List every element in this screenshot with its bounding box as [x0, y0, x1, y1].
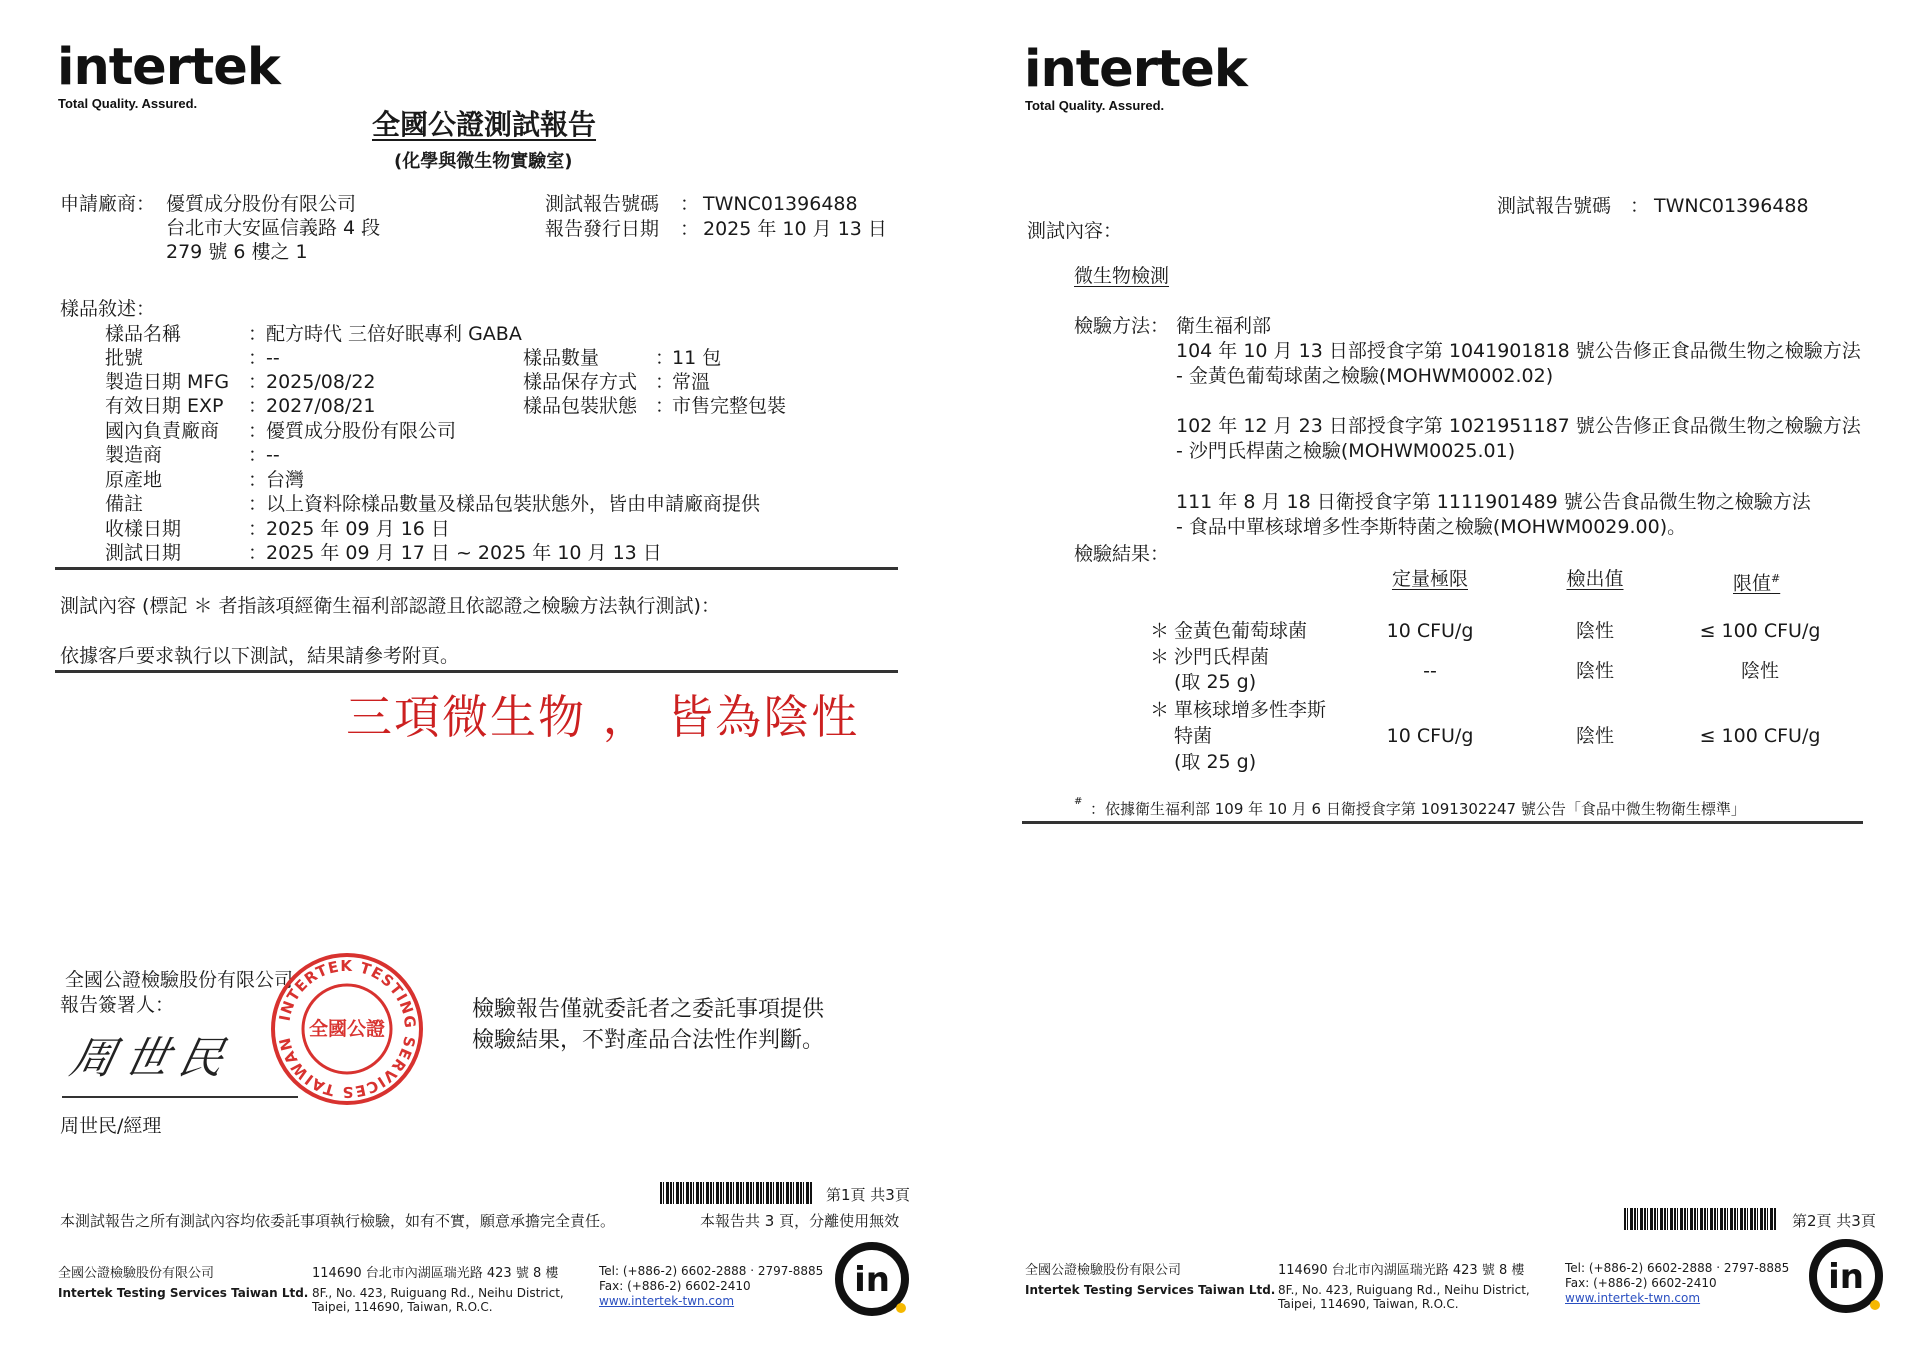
colon: ：	[248, 371, 268, 393]
field-label: 批號	[105, 347, 144, 369]
disclaimer-line-2: 檢驗結果，不對產品合法性作判斷。	[472, 1028, 825, 1053]
divider	[55, 567, 898, 570]
field-label: 備註	[105, 493, 144, 515]
field-label: 樣品保存方式	[523, 371, 638, 393]
result-value: 陰性	[1575, 620, 1614, 642]
footer-address-en-1: 8F., No. 423, Ruiguang Rd., Neihu District,	[312, 1286, 564, 1300]
footer-website-link[interactable]: www.intertek-twn.com	[1565, 1291, 1701, 1305]
divider	[55, 670, 898, 673]
field-value: 配方時代 三倍好眠專利 GABA	[266, 323, 522, 345]
field-value: --	[266, 347, 280, 369]
loq-value: 10 CFU/g	[1386, 725, 1474, 747]
footer-fax: Fax: (+886-2) 6602-2410	[1565, 1276, 1717, 1290]
field-label: 有效日期 EXP	[105, 395, 224, 417]
field-value: 2025 年 09 月 16 日	[266, 518, 450, 540]
loq-value: 10 CFU/g	[1386, 620, 1474, 642]
applicant-line-1: 優質成分股份有限公司	[166, 193, 357, 215]
footer-address-en-2: Taipei, 114690, Taiwan, R.O.C.	[312, 1300, 493, 1314]
organism-name: (取 25 g)	[1174, 751, 1257, 773]
organism-name: 沙門氏桿菌	[1174, 646, 1270, 668]
field-value: 2025/08/22	[266, 371, 376, 393]
company-sign: 全國公證檢驗股份有限公司	[65, 969, 294, 991]
colon: ：	[248, 444, 268, 466]
colon: ：	[680, 218, 700, 240]
result-value: 陰性	[1575, 660, 1614, 682]
official-stamp	[270, 952, 424, 1106]
field-label: 製造商	[105, 444, 163, 466]
field-label: 原產地	[105, 469, 163, 491]
method-label: 檢驗方法：	[1074, 315, 1170, 337]
signature: 周世民	[65, 1033, 239, 1084]
field-value: 11 包	[672, 347, 722, 369]
colon: ：	[248, 518, 268, 540]
colon: ：	[248, 347, 268, 369]
colon: ：	[248, 395, 268, 417]
report-no: TWNC01396488	[1654, 195, 1809, 217]
footnote-mark: #	[1074, 796, 1083, 807]
field-value: 2025 年 09 月 17 日 ~ 2025 年 10 月 13 日	[266, 542, 662, 564]
limit-value: ≤ 100 CFU/g	[1699, 620, 1821, 642]
intertek-logo: intertek	[1024, 40, 1247, 99]
issue-date-label: 報告發行日期	[545, 218, 660, 240]
intertek-badge-icon	[833, 1240, 911, 1318]
field-value: 常溫	[672, 371, 711, 393]
colon: ：	[680, 193, 700, 215]
test-content-label: 測試內容：	[1027, 220, 1123, 242]
report-no-label: 測試報告號碼	[1497, 195, 1612, 217]
footer-address-en-2: Taipei, 114690, Taiwan, R.O.C.	[1278, 1297, 1459, 1311]
field-value: 優質成分股份有限公司	[266, 420, 457, 442]
signer-name: 周世民/經理	[60, 1115, 162, 1137]
mark: ＊	[1150, 646, 1170, 668]
footer-address-zh: 114690 台北市內湖區瑞光路 423 號 8 樓	[312, 1266, 559, 1281]
footer-address-en-1: 8F., No. 423, Ruiguang Rd., Neihu District,	[1278, 1283, 1530, 1297]
loq-value: --	[1423, 660, 1437, 682]
limit-value: 陰性	[1740, 660, 1779, 682]
report-subtitle: (化學與微生物實驗室)	[394, 151, 573, 172]
svg-text:INTERTEK TESTING SERVICES TAIW: INTERTEK TESTING SERVICES TAIWAN	[275, 956, 420, 1102]
logo-tagline: Total Quality. Assured.	[1025, 98, 1165, 113]
organism-name: (取 25 g)	[1174, 671, 1257, 693]
organism-name: 金黃色葡萄球菌	[1174, 620, 1308, 642]
mark: ＊	[1150, 620, 1170, 642]
applicant-line-3: 279 號 6 樓之 1	[166, 241, 308, 263]
page-number: 第2頁 共3頁	[1792, 1212, 1876, 1230]
page-number: 第1頁 共3頁	[826, 1186, 910, 1204]
test-content-note: 測試內容 (標記 ＊ 者指該項經衛生福利部認證且依認證之檢驗方法執行測試)：	[60, 595, 720, 617]
colon: ：	[248, 493, 268, 515]
field-label: 樣品包裝狀態	[523, 395, 638, 417]
barcode	[660, 1182, 812, 1204]
svg-text:全國公證: 全國公證	[308, 1018, 386, 1040]
signature-line	[62, 1096, 298, 1098]
method-line: - 食品中單核球增多性李斯特菌之檢驗(MOHWM0029.00)。	[1176, 516, 1687, 538]
colon: ：	[248, 323, 268, 345]
field-value: 台灣	[266, 469, 305, 491]
footnote: ：依據衛生福利部 109 年 10 月 6 日衛授食字第 1091302247 號公告「食品中微生物衛生標準」	[1090, 800, 1746, 818]
field-value: 2027/08/21	[266, 395, 376, 417]
field-label: 收樣日期	[105, 518, 182, 540]
colon: ：	[655, 371, 675, 393]
field-label: 測試日期	[105, 542, 182, 564]
method-line: 111 年 8 月 18 日衛授食字第 1111901489 號公告食品微生物之檢驗方法	[1176, 491, 1811, 513]
footer-pages: 本報告共 3 頁，分離使用無效	[700, 1212, 900, 1230]
mark: ＊	[1150, 699, 1170, 721]
field-label: 製造日期 MFG	[105, 371, 230, 393]
footer-note: 本測試報告之所有測試內容均依委託事項執行檢驗，如有不實，願意承擔完全責任。	[60, 1212, 616, 1230]
field-value: 以上資料除樣品數量及樣品包裝狀態外，皆由申請廠商提供	[266, 493, 761, 515]
footer-address-zh: 114690 台北市內湖區瑞光路 423 號 8 樓	[1278, 1263, 1525, 1278]
footer-company-zh: 全國公證檢驗股份有限公司	[1025, 1263, 1182, 1278]
field-label: 國內負責廠商	[105, 420, 220, 442]
field-label: 樣品名稱	[105, 323, 182, 345]
method-line: 104 年 10 月 13 日部授食字第 1041901818 號公告修正食品微生物之檢驗方法	[1176, 340, 1861, 362]
disclaimer-line-1: 檢驗報告僅就委託者之委託事項提供	[472, 997, 825, 1022]
column-header-loq: 定量極限	[1391, 568, 1468, 590]
intertek-badge-icon	[1807, 1237, 1885, 1315]
applicant-line-2: 台北市大安區信義路 4 段	[166, 217, 381, 239]
colon: ：	[248, 420, 268, 442]
column-header-result: 檢出值	[1566, 568, 1624, 590]
column-header-limit: 限值#	[1733, 572, 1781, 595]
organism-name: 單核球增多性李斯	[1174, 699, 1327, 721]
colon: ：	[655, 347, 675, 369]
result-label: 檢驗結果：	[1074, 543, 1170, 565]
footer-tel: Tel: (+886-2) 6602-2888 ‧ 2797-8885	[1565, 1261, 1790, 1275]
intertek-logo: intertek	[57, 38, 280, 97]
footer-company-en: Intertek Testing Services Taiwan Ltd.	[58, 1286, 309, 1300]
report-title: 全國公證測試報告	[372, 108, 597, 141]
result-value: 陰性	[1575, 725, 1614, 747]
barcode	[1624, 1208, 1776, 1230]
svg-text:in: in	[1828, 1257, 1864, 1297]
method-line: 102 年 12 月 23 日部授食字第 1021951187 號公告修正食品微生物之檢驗方法	[1176, 415, 1861, 437]
footer-company-zh: 全國公證檢驗股份有限公司	[58, 1266, 215, 1281]
colon: ：	[1630, 195, 1650, 217]
logo-tagline: Total Quality. Assured.	[58, 96, 198, 111]
footer-tel: Tel: (+886-2) 6602-2888 ‧ 2797-8885	[599, 1264, 824, 1278]
field-value: --	[266, 444, 280, 466]
method-line: - 沙門氏桿菌之檢驗(MOHWM0025.01)	[1176, 440, 1516, 462]
colon: ：	[655, 395, 675, 417]
signer-label: 報告簽署人：	[60, 994, 175, 1016]
issue-date: 2025 年 10 月 13 日	[703, 218, 887, 240]
limit-value: ≤ 100 CFU/g	[1699, 725, 1821, 747]
footer-company-en: Intertek Testing Services Taiwan Ltd.	[1025, 1283, 1276, 1297]
colon: ：	[248, 542, 268, 564]
field-label: 樣品數量	[523, 347, 600, 369]
sample-desc-label: 樣品敘述：	[60, 298, 156, 320]
footer-website-link[interactable]: www.intertek-twn.com	[599, 1294, 735, 1308]
report-no-label: 測試報告號碼	[545, 193, 660, 215]
section-title: 微生物檢測	[1074, 265, 1170, 287]
field-value: 市售完整包裝	[672, 395, 787, 417]
highlight-result: 三項微生物 ， 皆為陰性	[346, 690, 860, 744]
method-line: - 金黃色葡萄球菌之檢驗(MOHWM0002.02)	[1176, 365, 1554, 387]
organism-name: 特菌	[1174, 725, 1213, 747]
applicant-label: 申請廠商：	[60, 193, 156, 215]
divider	[1022, 821, 1863, 824]
customer-request: 依據客戶要求執行以下測試，結果請參考附頁。	[60, 645, 460, 667]
footer-fax: Fax: (+886-2) 6602-2410	[599, 1279, 751, 1293]
colon: ：	[248, 469, 268, 491]
svg-text:in: in	[854, 1260, 890, 1300]
method-head: 衛生福利部	[1176, 315, 1272, 337]
report-no: TWNC01396488	[703, 193, 858, 215]
